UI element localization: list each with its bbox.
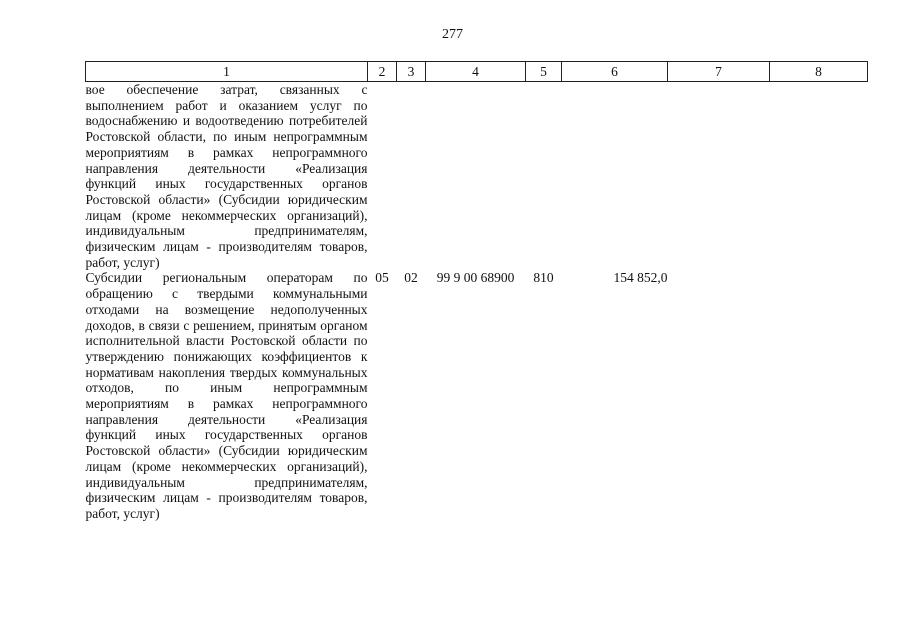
row-amount-1: 154 852,0 — [613, 270, 668, 286]
row-subsection — [397, 82, 426, 271]
row-target-article — [426, 82, 526, 271]
header-col-2: 2 — [368, 62, 397, 82]
table-row — [86, 270, 868, 521]
header-col-6: 6 — [562, 62, 668, 82]
row-amount-2 — [668, 82, 770, 271]
header-col-1: 1 — [86, 62, 368, 82]
row-description: Субсидии региональным операторам по обращению с твердыми коммунальными отходами на возмещение недополученных доходов, в связи с решением, принятым органом исполнительной власти Ростовской области по утверждению понижающих коэффициентов к нормативам накопления твердых коммунальных отходов, по иным непрограммным мероприятиям в рамках непрограммного направления деятельности «Реализация функций иных государственных органов Ростовской области» (Субсидии юридическим лицам (кроме некоммерческих организаций), индивидуальным предпринимателям, физическим лицам - производителям товаров, работ, услуг) — [85, 270, 368, 521]
row-section: 05 — [375, 270, 389, 286]
row-amount-1 — [562, 82, 668, 271]
header-col-8: 8 — [770, 62, 868, 82]
budget-table — [85, 61, 868, 522]
header-row — [86, 62, 868, 82]
header-col-4: 4 — [426, 62, 526, 82]
header-col-7: 7 — [668, 62, 770, 82]
page-number: 277 — [442, 27, 463, 42]
row-description: вое обеспечение затрат, связанных с выполнением работ и оказанием услуг по водоснабжению и водоотведению потребителей Ростовской области, по иным непрограммным мероприятиям в рамках непрограммного направления деятельности «Реализация функций иных государственных органов Ростовской области» (Субсидии юридическим лицам (кроме некоммерческих организаций), индивидуальным предпринимателям, физическим лицам - производителям товаров, работ, услуг) — [85, 82, 368, 270]
row-section — [368, 82, 397, 271]
header-col-5: 5 — [526, 62, 562, 82]
row-amount-2 — [668, 270, 770, 521]
table-row — [86, 82, 868, 271]
row-amount-3 — [770, 82, 868, 271]
row-subsection: 02 — [404, 270, 418, 286]
header-col-3: 3 — [397, 62, 426, 82]
row-amount-3 — [770, 270, 868, 521]
row-expense-type: 810 — [533, 270, 554, 286]
row-expense-type — [526, 82, 562, 271]
row-target-article: 99 9 00 68900 — [436, 270, 515, 286]
